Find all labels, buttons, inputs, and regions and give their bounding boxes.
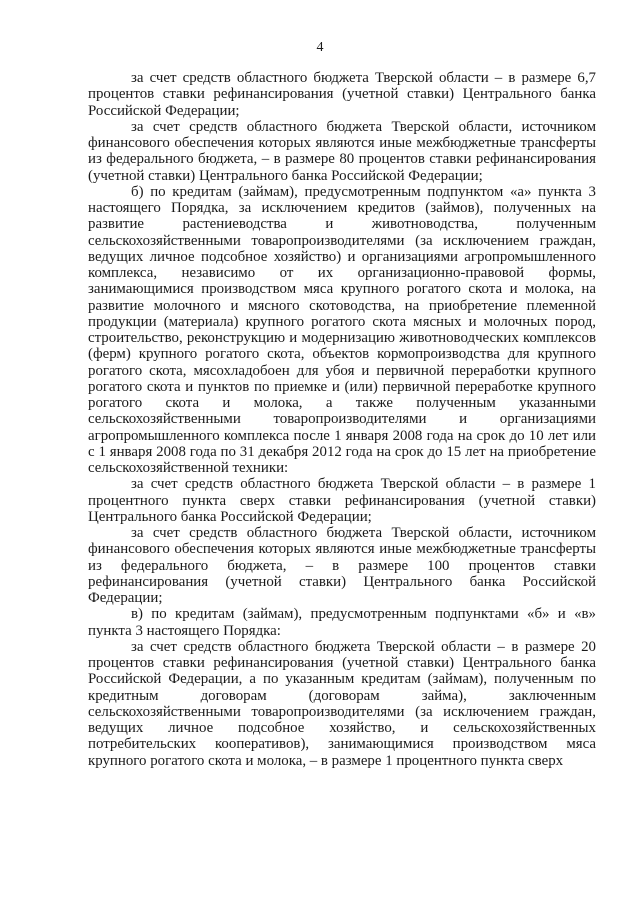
paragraph-7: за счет средств областного бюджета Тверской области – в размере 20 процентов ставки рефинансирования (учетной ставки) Центрального банка Российской Федерации, а по указанным кредитам (займам), полученным по кредитным договорам (договорам займа), заключенным сельскохозяйственными товаропроизводителями (за исключением граждан, ведущих личное подсобное хозяйство, и сельскохозяйственных потребительских кооперативов), занимающимися производством мяса крупного рогатого скота и молока, – в размере 1 процентного пункта сверх	[88, 638, 596, 769]
paragraph-6: в) по кредитам (займам), предусмотренным подпунктами «б» и «в» пункта 3 настоящего Порядка:	[88, 606, 596, 639]
page-number: 4	[316, 40, 324, 55]
paragraph-3: б) по кредитам (займам), предусмотренным подпунктом «а» пункта 3 настоящего Порядка, за исключением кредитов (займов), полученных на развитие растениеводства и животноводства, полученным сельскохозяйственными товаропроизводителями (за исключением граждан, ведущих личное подсобное хозяйство) и организациями агропромышленного комплекса, независимо от их организационно-правовой формы, занимающимися производством мяса крупного рогатого скота и молока, на развитие молочного и мясного скотоводства, на приобретение племенной продукции (материала) крупного рогатого скота мясных и молочных пород, строительство, реконструкцию и модернизацию животноводческих комплексов (ферм) крупного рогатого скота, объектов кормопроизводства для крупного рогатого скота, мясохладобоен для убоя и первичной переработки крупного рогатого скота и пунктов по приемке и (или) первичной переработке крупного рогатого скота и молока, а также полученным указанными сельскохозяйственными товаропроизводителями и организациями агропромышленного комплекса после 1 января 2008 года на срок до 10 лет или с 1 января 2008 года по 31 декабря 2012 года на срок до 15 лет на приобретение сельскохозяйственной техники:	[88, 183, 596, 476]
paragraph-2: за счет средств областного бюджета Тверской области, источником финансового обеспечения которых являются иные межбюджетные трансферты из федерального бюджета, – в размере 80 процентов ставки рефинансирования (учетной ставки) Центрального банка Российской Федерации;	[88, 118, 596, 184]
paragraph-1: за счет средств областного бюджета Тверской области – в размере 6,7 процентов ставки рефинансирования (учетной ставки) Центрального банка Российской Федерации;	[88, 70, 596, 119]
paragraph-5: за счет средств областного бюджета Тверской области, источником финансового обеспечения которых являются иные межбюджетные трансферты из федерального бюджета, – в размере 100 процентов ставки рефинансирования (учетной ставки) Центрального банка Российской Федерации;	[88, 525, 596, 606]
paragraph-4: за счет средств областного бюджета Тверской области – в размере 1 процентного пункта сверх ставки рефинансирования (учетной ставки) Центрального банка Российской Федерации;	[88, 476, 596, 525]
document-body	[88, 70, 596, 769]
